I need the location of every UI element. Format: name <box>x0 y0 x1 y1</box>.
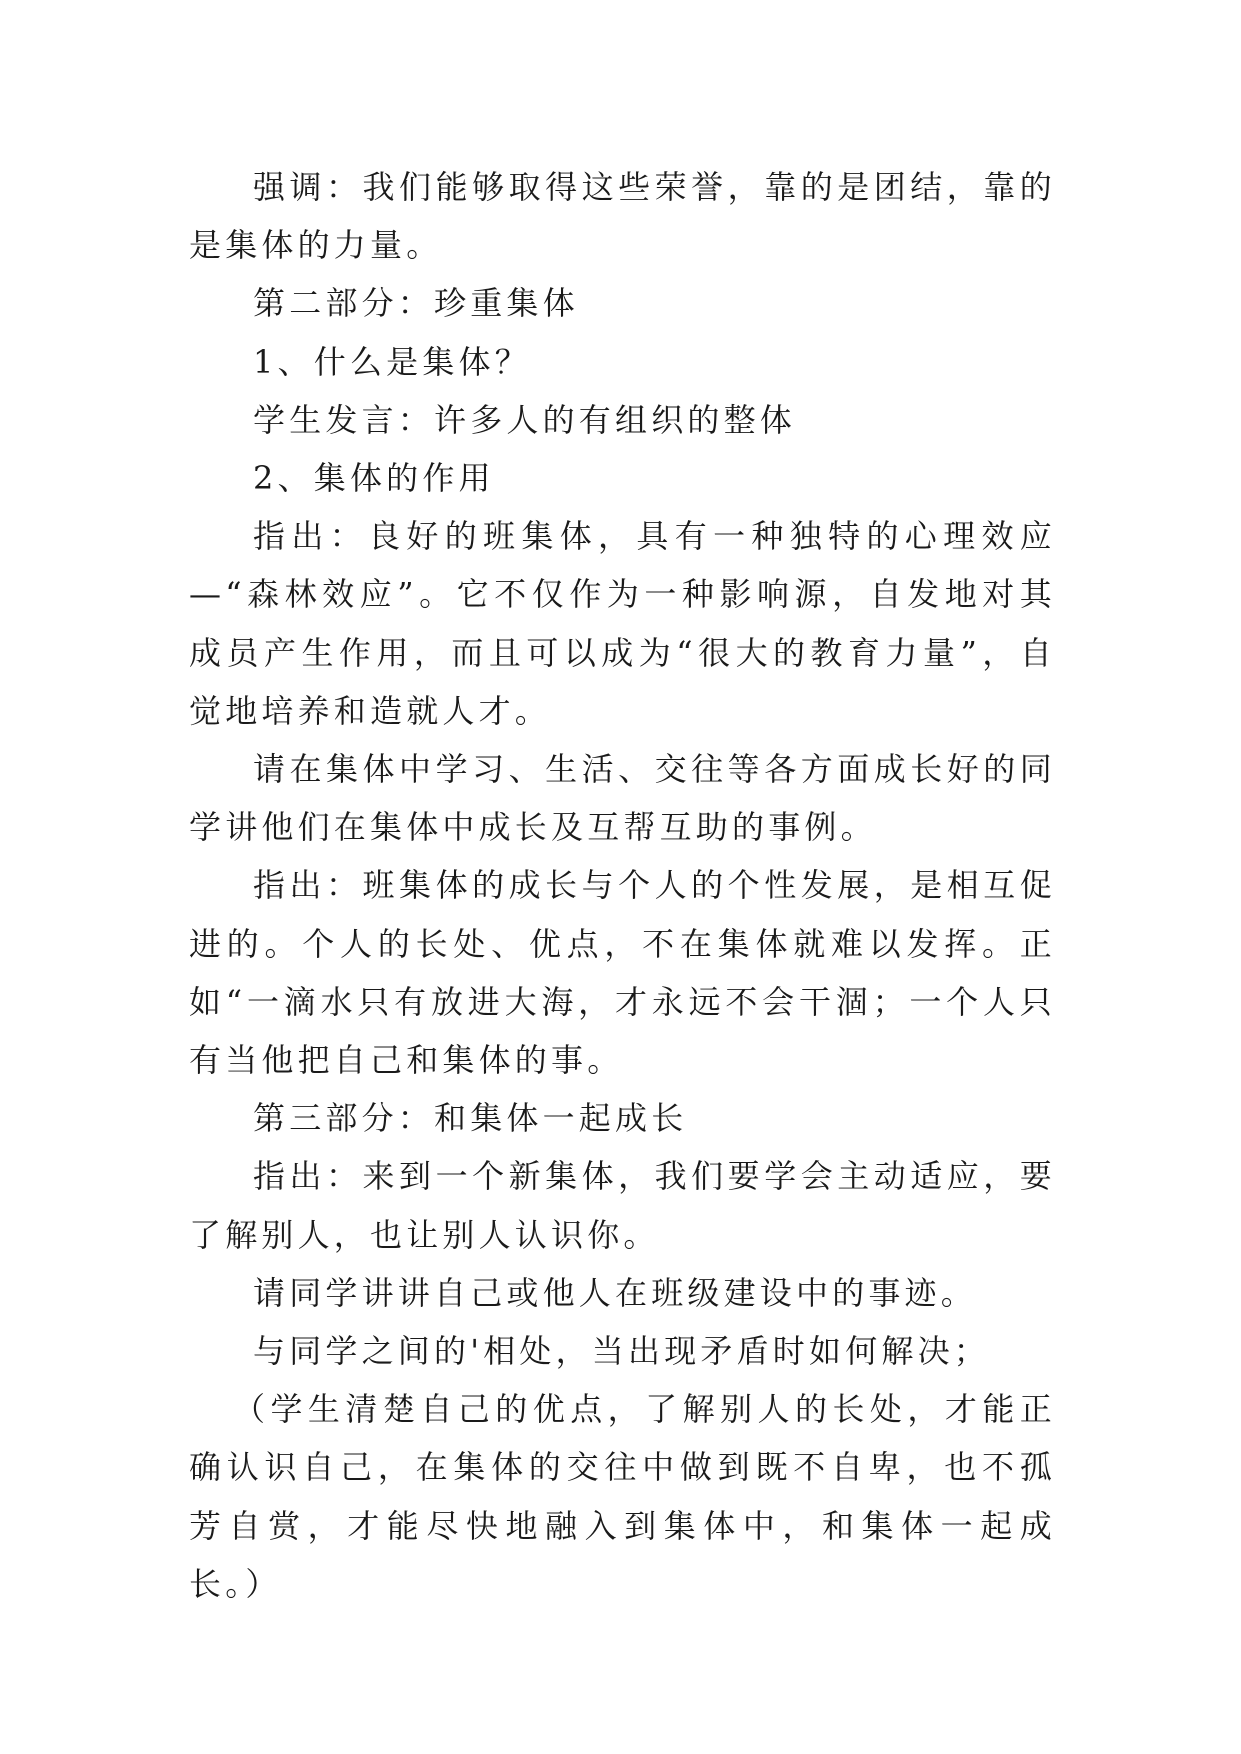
paragraph-resolve-conflicts: 与同学之间的'相处，当出现矛盾时如何解决； <box>253 1332 990 1371</box>
paragraph-mutual-promotion: 指出：班集体的成长与个人的个性发展，是相互促进的。个人的长处、优点，不在集体就难以发挥。正如“一滴水只有放进大海，才永远不会干涸；一个人只有当他把自己和集体的事。 <box>189 866 1056 1080</box>
paragraph-adapt-new-collective: 指出：来到一个新集体，我们要学会主动适应，要了解别人，也让别人认识你。 <box>189 1157 1056 1254</box>
paragraph-student-examples: 请在集体中学习、生活、交往等各方面成长好的同学讲他们在集体中成长及互帮互助的事例。 <box>189 750 1056 847</box>
paragraph-student-speech: 学生发言：许多人的有组织的整体 <box>253 400 797 439</box>
paragraph-summary-note: （学生清楚自己的优点，了解别人的长处，才能正确认识自己，在集体的交往中做到既不自卑，也不孤芳自赏，才能尽快地融入到集体中，和集体一起成长。） <box>189 1390 1056 1603</box>
document-body <box>189 158 1056 1613</box>
paragraph-emphasis: 强调：我们能够取得这些荣誉，靠的是团结，靠的是集体的力量。 <box>189 168 1056 265</box>
item-heading-what-is-collective: 1、什么是集体？ <box>253 342 531 381</box>
paragraph-forest-effect: 指出：良好的班集体，具有一种独特的心理效应—“森林效应”。它不仅作为一种影响源，自发地对其成员产生作用，而且可以成为“很大的教育力量”，自觉地培养和造就人才。 <box>189 517 1056 730</box>
item-heading-collective-role: 2、集体的作用 <box>253 459 495 498</box>
section-heading-part-two: 第二部分：珍重集体 <box>253 284 579 323</box>
paragraph-class-building-stories: 请同学讲讲自己或他人在班级建设中的事迹。 <box>253 1273 978 1312</box>
section-heading-part-three: 第三部分：和集体一起成长 <box>253 1099 688 1138</box>
